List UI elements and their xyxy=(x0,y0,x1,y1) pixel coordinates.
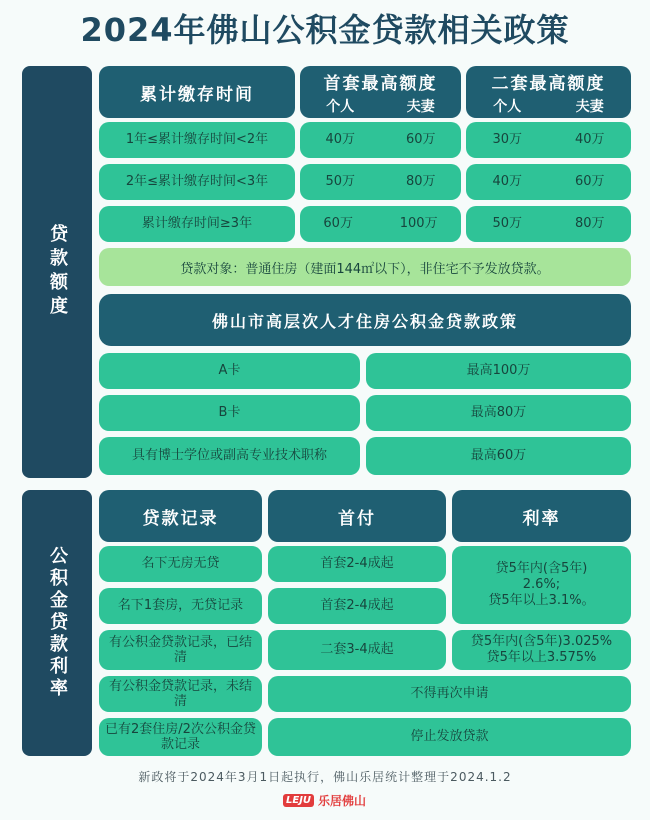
header-second-label: 二套最高额度 xyxy=(491,73,606,94)
header-rate-label: 利率 xyxy=(522,508,561,529)
value-first-individual: 50万 xyxy=(325,174,356,189)
rate-row-record xyxy=(99,718,262,756)
value-second-individual: 50万 xyxy=(492,216,523,231)
quota-row-time: 1年≤累计缴存时间<2年 xyxy=(99,122,295,158)
value-second-couple: 60万 xyxy=(574,174,605,189)
section-label-loan-quota: 贷款额度 xyxy=(22,66,92,478)
header-individual: 个人 xyxy=(493,98,522,115)
loan-target-note: 贷款对象：普通住房（建面144㎡以下），非住宅不予发放贷款。 xyxy=(99,248,631,286)
rate-row-down-payment: 首套2-4成起 xyxy=(268,546,446,582)
rate-row-record-label: 有公积金贷款记录，未结清 xyxy=(109,679,253,709)
talent-card-limit: 最高80万 xyxy=(366,395,631,431)
talent-card-limit: 最高100万 xyxy=(366,353,631,389)
talent-card-type: B卡 xyxy=(99,395,360,431)
rate-row-down-payment: 二套3-4成起 xyxy=(268,630,446,670)
brand-logo xyxy=(283,792,366,809)
rate-row-record: 名下1套房，无贷记录 xyxy=(99,588,262,624)
value-first-couple: 80万 xyxy=(405,174,436,189)
header-record-label: 贷款记录 xyxy=(142,508,219,529)
value-first-individual: 60万 xyxy=(323,216,353,231)
rate-row-record-label: 有公积金贷款记录，已结清 xyxy=(109,635,253,665)
quota-row-time: 累计缴存时间≥3年 xyxy=(99,206,295,242)
rate-row-record: 名下无房无贷 xyxy=(99,546,262,582)
header-couple: 夫妻 xyxy=(575,98,604,115)
talent-card-type: A卡 xyxy=(99,353,360,389)
quota-row-second xyxy=(466,206,631,242)
value-first-couple: 100万 xyxy=(399,216,438,231)
rate-row-record xyxy=(99,676,262,712)
header-interest-rate xyxy=(452,490,631,542)
value-second-couple: 80万 xyxy=(574,216,605,231)
rate-row-record xyxy=(99,630,262,670)
value-second-couple: 40万 xyxy=(574,132,605,147)
rate-row-down-payment: 首套2-4成起 xyxy=(268,588,446,624)
quota-row-first xyxy=(300,122,461,158)
header-time-label: 累计缴存时间 xyxy=(140,84,254,105)
quota-row-second xyxy=(466,122,631,158)
quota-row-first xyxy=(300,164,461,200)
value-second-individual: 30万 xyxy=(492,132,523,147)
header-second-home xyxy=(466,66,631,118)
brand-name: 乐居佛山 xyxy=(318,794,367,808)
header-down-label: 首付 xyxy=(338,508,376,529)
header-individual: 个人 xyxy=(326,98,355,115)
quota-row-first xyxy=(300,206,461,242)
talent-policy-banner: 佛山市高层次人才住房公积金贷款政策 xyxy=(99,294,631,346)
value-first-couple: 60万 xyxy=(405,132,436,147)
rate-merged-note: 停止发放贷款 xyxy=(268,718,631,756)
rate-first-home: 贷5年内(含5年) 2.6%; 贷5年以上3.1%。 xyxy=(452,546,631,624)
header-first-home xyxy=(300,66,461,118)
talent-card-limit: 最高60万 xyxy=(366,437,631,475)
footer-note: 新政将于2024年3月1日起执行，佛山乐居统计整理于2024.1.2 xyxy=(138,770,512,784)
rate-row-record-label: 已有2套住房/2次公积金贷款记录 xyxy=(105,722,256,752)
quota-row-second xyxy=(466,164,631,200)
header-first-label: 首套最高额度 xyxy=(323,73,438,94)
rate-second-home: 贷5年内(含5年)3.025% 贷5年以上3.575% xyxy=(452,630,631,670)
page-title: 2024年佛山公积金贷款相关政策 xyxy=(80,11,570,49)
rate-merged-note: 不得再次申请 xyxy=(268,676,631,712)
section-label-loan-rate: 公积金贷款利率 xyxy=(22,490,92,756)
header-cumulative-time xyxy=(99,66,295,118)
talent-card-type: 具有博士学位或副高专业技术职称 xyxy=(99,437,360,475)
quota-row-time: 2年≤累计缴存时间<3年 xyxy=(99,164,295,200)
header-down-payment xyxy=(268,490,446,542)
header-loan-record xyxy=(99,490,262,542)
value-second-individual: 40万 xyxy=(492,174,523,189)
header-couple: 夫妻 xyxy=(406,98,435,115)
leju-logo-icon: LEJU xyxy=(283,794,314,807)
value-first-individual: 40万 xyxy=(325,132,356,147)
